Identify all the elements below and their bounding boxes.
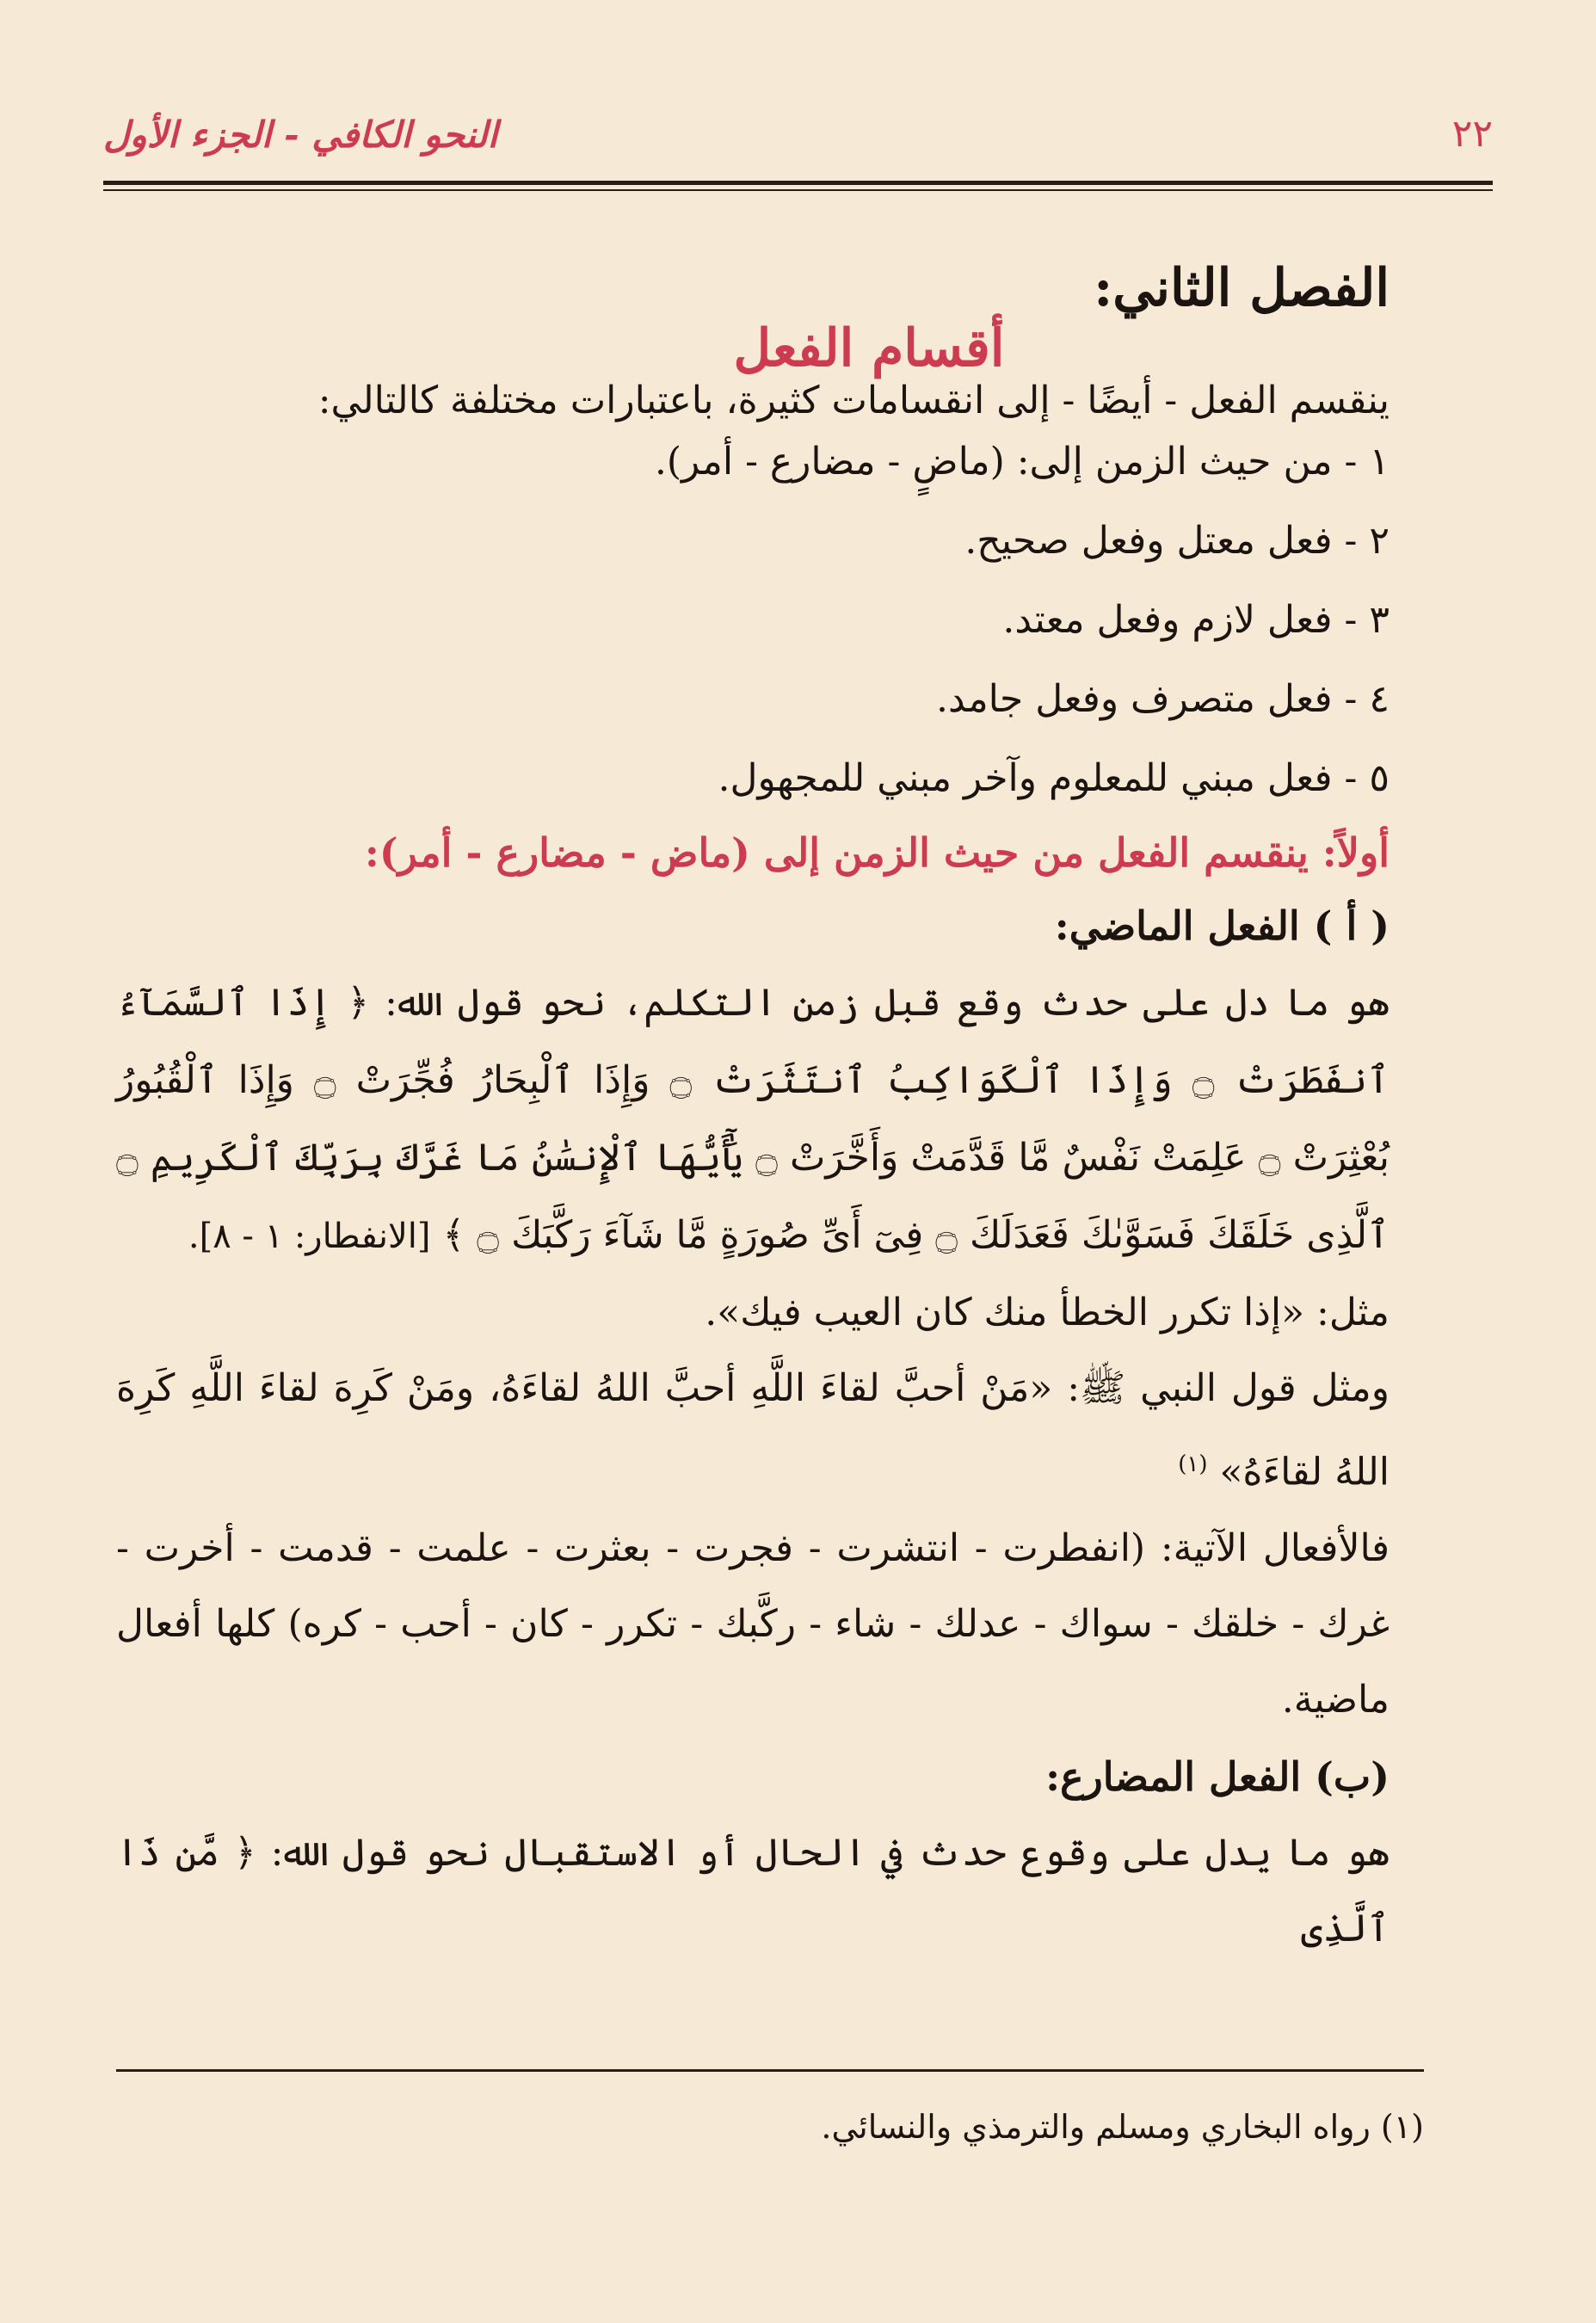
division-item-2: ٢ - فعل معتل وفعل صحيح. bbox=[964, 519, 1390, 563]
past-definition: هو ما دل على حدث وقع قبل زمن التكلم، نحو قول الله: bbox=[385, 981, 1390, 1025]
example-one: مثل: «إذا تكرر الخطأ منك كان العيب فيك». bbox=[705, 1291, 1390, 1334]
quran-verse: ﴿ إِذَا ٱلسَّمَآءُ ٱنفَطَرَتْ ۝ وَإِذَا ٱلْكَوَاكِبُ ٱنتَثَرَتْ ۝ وَإِذَا ٱلْبِحَارُ فُجِّرَتْ ۝ وَإِذَا ٱلْقُبُورُ بُعْثِرَتْ ۝ عَلِمَتْ نَفْسٌ مَّا قَدَّمَتْ وَأَخَّرَتْ ۝ يَٰٓأَيُّهَا ٱلْإِنسَٰنُ مَا غَرَّكَ بِرَبِّكَ ٱلْكَرِيمِ ۝ ٱلَّذِى خَلَقَكَ فَسَوَّىٰكَ فَعَدَلَكَ ۝ فِىٓ أَىِّ صُورَةٍ مَّا شَآءَ رَكَّبَكَ ۝ ﴾ bbox=[116, 981, 1390, 1257]
first-division-heading: أولاً: ينقسم الفعل من حيث الزمن إلى (ماض - مضارع - أمر): bbox=[364, 829, 1390, 876]
chapter-heading: الفصل الثاني: bbox=[1094, 258, 1390, 318]
division-item-1: ١ - من حيث الزمن إلى: (ماضٍ - مضارع - أمر). bbox=[654, 440, 1390, 484]
division-item-4: ٤ - فعل متصرف وفعل جامد. bbox=[936, 677, 1390, 721]
past-definition-with-verse bbox=[116, 964, 1390, 1275]
page-number: ٢٢ bbox=[1451, 112, 1493, 156]
division-item-5: ٥ - فعل مبني للمعلوم وآخر مبني للمجهول. bbox=[718, 756, 1390, 800]
footnote-rule bbox=[116, 2069, 1424, 2072]
verse-reference: [الانفطار: ١ - ٨]. bbox=[188, 1217, 431, 1256]
header-rule bbox=[103, 181, 1493, 185]
past-conclusion: فالأفعال الآتية: (انفطرت - انتشرت - فجرت - بعثرت - علمت - قدمت - أخرت - غرك - خلقك - سواك - عدلك - شاء - ركَّبك - تكرر - كان - أحب - كره) كلها أفعال ماضية. bbox=[116, 1525, 1390, 1722]
book-title: النحو الكافي - الجزء الأول bbox=[103, 114, 498, 156]
hadith-text: ومثل قول النبي ﷺ: «مَنْ أحبَّ لقاءَ اللَّهِ أحبَّ اللهُ لقاءَهُ، ومَنْ كَرِهَ لقاءَ اللَّهِ كَرِهَ اللهُ لقاءَهُ» bbox=[116, 1366, 1390, 1494]
running-header bbox=[103, 112, 1493, 172]
present-verb-heading: (ب) الفعل المضارع: bbox=[1045, 1753, 1390, 1800]
past-verb-heading: ( أ ) الفعل الماضي: bbox=[1054, 903, 1390, 949]
header-rule-thin bbox=[103, 189, 1493, 191]
page-body bbox=[116, 258, 1390, 1967]
footnote-marker: (١) bbox=[1178, 1451, 1208, 1477]
present-definition: هو ما يدل على وقوع حدث في الحال أو الاستقبال نحو قول الله: ﴿ مَّن ذَا ٱلَّذِى bbox=[116, 1830, 1390, 1950]
intro-paragraph: ينقسم الفعل - أيضًا - إلى انقسامات كثيرة، باعتبارات مختلفة كالتالي: bbox=[317, 379, 1390, 422]
division-item-3: ٣ - فعل لازم وفعل معتد. bbox=[1002, 598, 1390, 642]
hadith-example bbox=[116, 1351, 1390, 1511]
footnote: (١) رواه البخاري ومسلم والترمذي والنسائي. bbox=[821, 2108, 1424, 2146]
section-title: أقسام الفعل bbox=[733, 318, 1005, 379]
